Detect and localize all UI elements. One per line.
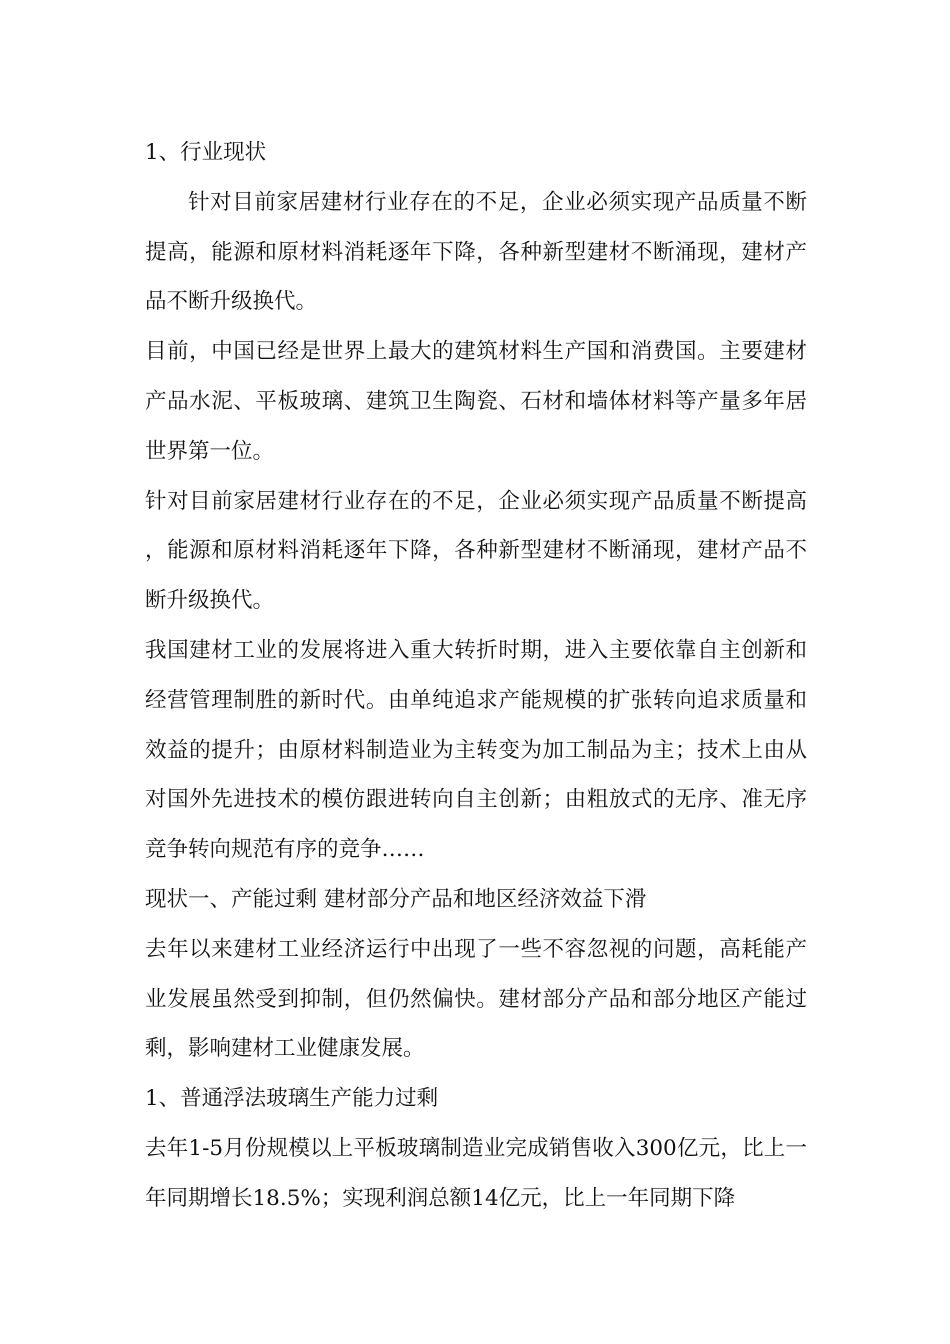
paragraph-6: 去年1-5月份规模以上平板玻璃制造业完成销售收入300亿元，比上一年同期增长18.5%；实现利润总额14亿元，比上一年同期下降: [145, 1135, 807, 1211]
paragraph-5: 去年以来建材工业经济运行中出现了一些不容忽视的问题，高耗能产业发展虽然受到抑制，但仍然偏快。建材部分产品和部分地区产能过剩，影响建材工业健康发展。: [145, 936, 807, 1062]
document-body: [145, 128, 807, 1224]
subheading-status-one: 现状一、产能过剩 建材部分产品和地区经济效益下滑: [145, 886, 647, 912]
subheading-float-glass: 1、普通浮法玻璃生产能力过剩: [145, 1086, 439, 1112]
paragraph-2: 目前，中国已经是世界上最大的建筑材料生产国和消费国。主要建材产品水泥、平板玻璃、建筑卫生陶瓷、石材和墙体材料等产量多年居世界第一位。: [145, 339, 807, 464]
paragraph-4: 我国建材工业的发展将进入重大转折时期，进入主要依靠自主创新和经营管理制胜的新时代。由单纯追求产能规模的扩张转向追求质量和效益的提升；由原材料制造业为主转变为加工制品为主；技术上由从对国外先进技术的模仿跟进转向自主创新；由粗放式的无序、准无序竞争转向规范有序的竞争……: [145, 637, 807, 863]
heading-industry-status: 1、行业现状: [145, 140, 267, 165]
paragraph-1: 针对目前家居建材行业存在的不足，企业必须实现产品质量不断提高，能源和原材料消耗逐年下降，各种新型建材不断涌现，建材产品不断升级换代。: [145, 189, 807, 315]
paragraph-3: 针对目前家居建材行业存在的不足，企业必须实现产品质量不断提高，能源和原材料消耗逐年下降，各种新型建材不断涌现，建材产品不断升级换代。: [145, 488, 807, 614]
